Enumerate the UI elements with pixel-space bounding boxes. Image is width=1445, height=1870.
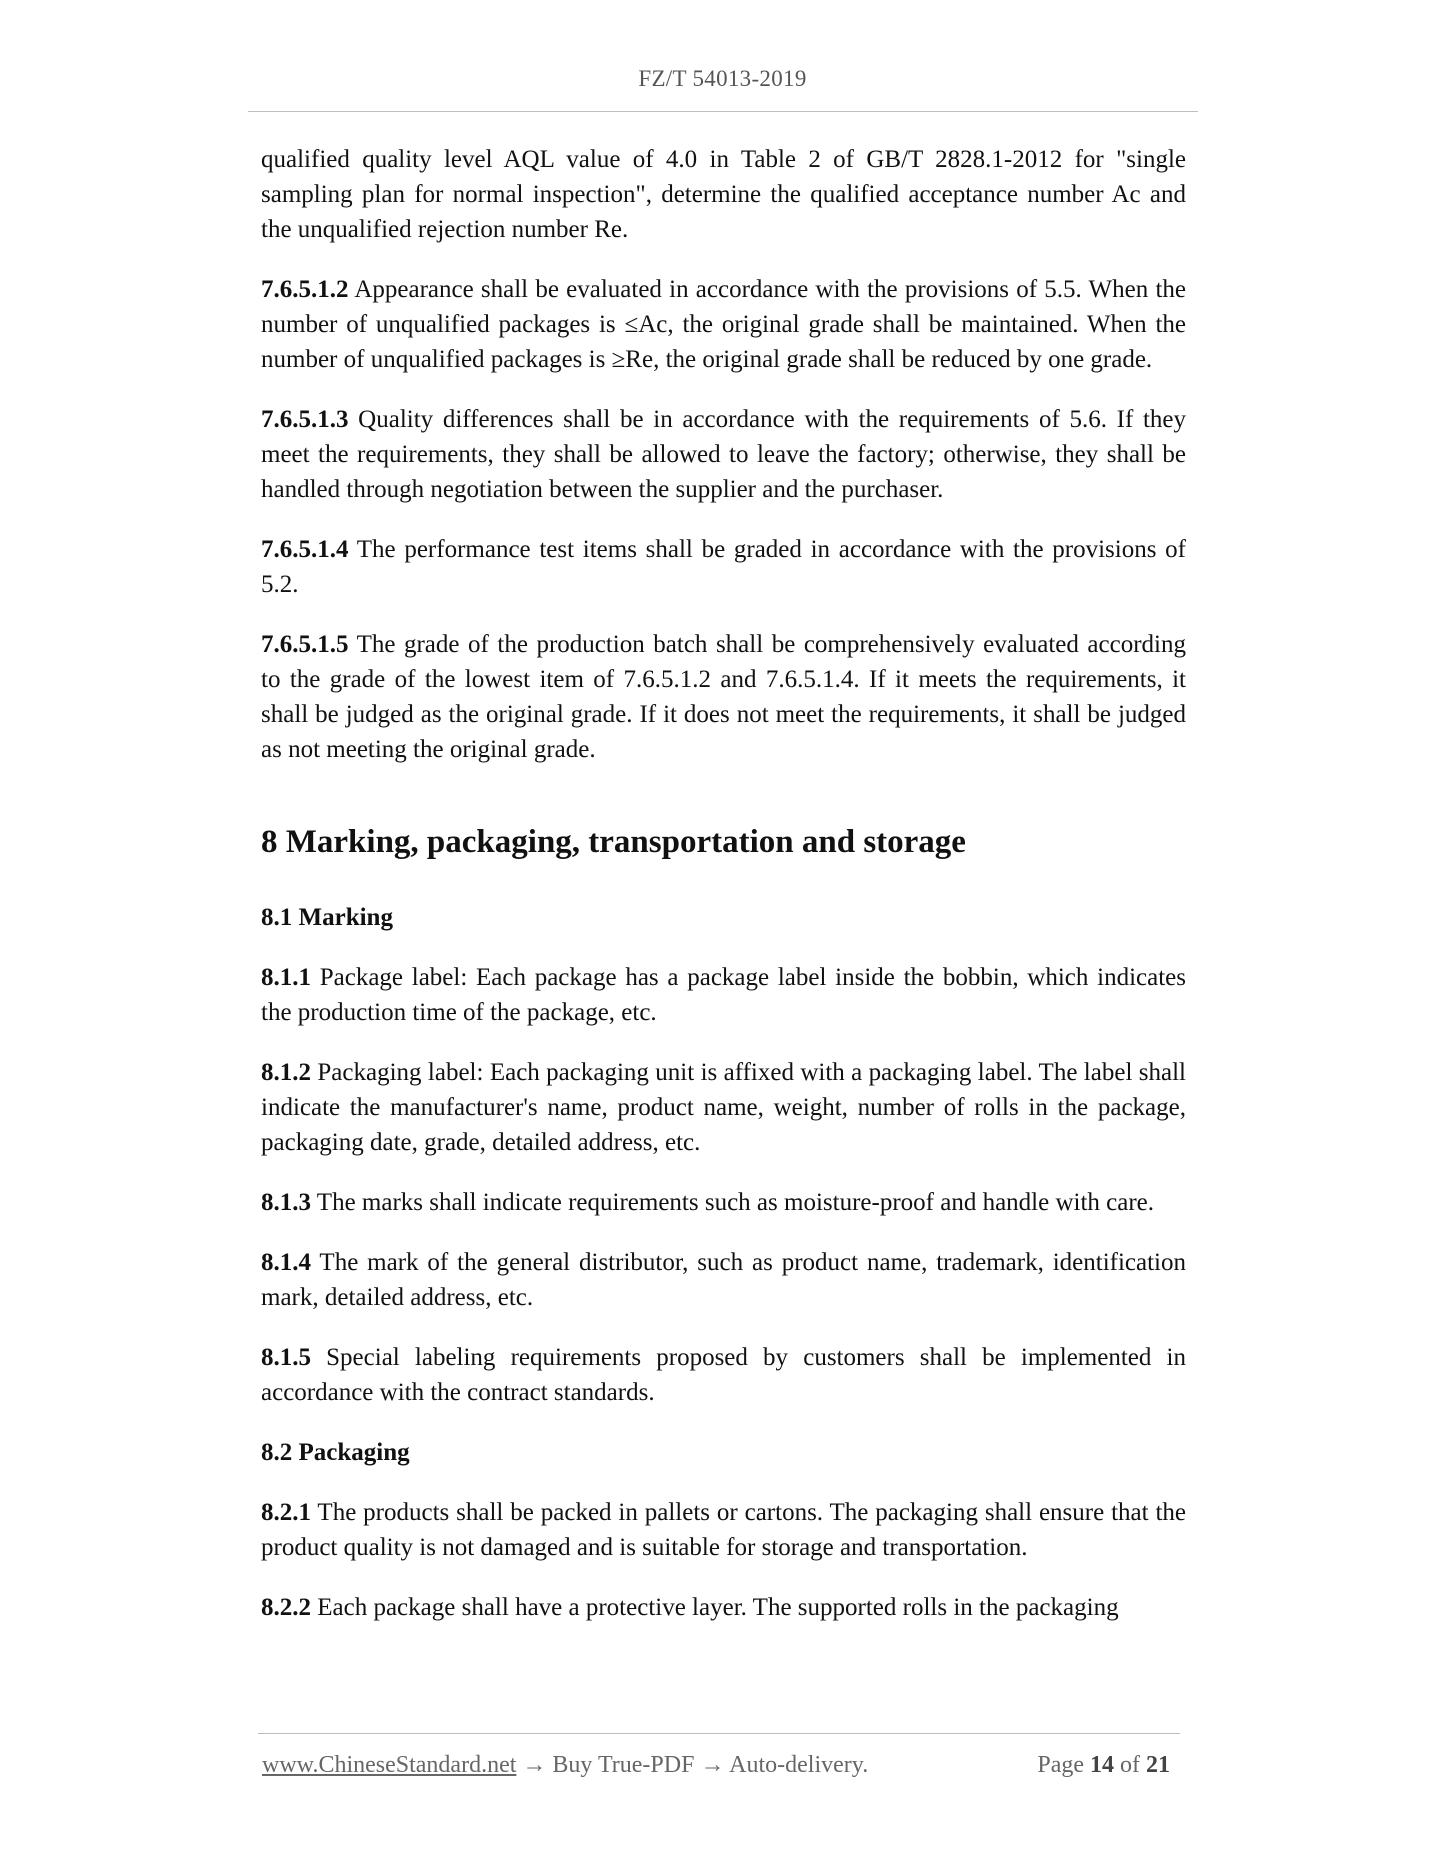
clause-8-2-2: 8.2.2 Each package shall have a protective layer. The supported rolls in the packaging <box>261 1594 1119 1621</box>
clause-number: 7.6.5.1.4 <box>261 536 349 563</box>
clause-8-1-2: 8.1.2 Packaging label: Each packaging unit is affixed with a packaging label. The label shall indicate the manufacturer's name, product name, weight, number of rolls in the package, packaging date, grade, detailed address, etc. <box>261 1059 1186 1156</box>
clause-number: 8.1.4 <box>261 1249 311 1276</box>
clause-number: 7.6.5.1.5 <box>261 631 349 658</box>
clause-number: 8.1.5 <box>261 1344 311 1371</box>
clause-7-6-5-1-4: 7.6.5.1.4 The performance test items shall be graded in accordance with the provisions of 5.2. <box>261 536 1186 598</box>
clause-8-1-3: 8.1.3 The marks shall indicate requirements such as moisture-proof and handle with care. <box>261 1189 1155 1216</box>
section-8-1-heading: 8.1 Marking <box>261 904 393 931</box>
total-pages: 21 <box>1146 1752 1170 1778</box>
clause-number: 8.2.1 <box>261 1499 311 1526</box>
clause-number: 8.2.2 <box>261 1594 311 1621</box>
current-page: 14 <box>1090 1752 1114 1778</box>
clause-number: 7.6.5.1.3 <box>261 406 349 433</box>
buy-true-pdf-text: Buy True-PDF <box>552 1752 695 1778</box>
header-divider <box>248 111 1198 112</box>
clause-8-2-1: 8.2.1 The products shall be packed in pallets or cartons. The packaging shall ensure that the product quality is not damaged and is suitable for storage and transportation. <box>261 1499 1186 1561</box>
auto-delivery-text: Auto-delivery. <box>729 1752 869 1778</box>
clause-7-6-5-1-5: 7.6.5.1.5 The grade of the production batch shall be comprehensively evaluated according to the grade of the lowest item of 7.6.5.1.2 and 7.6.5.1.4. If it meets the requirements, it shall be judged as the original grade. If it does not meet the requirements, it shall be judged as not meeting the original grade. <box>261 631 1186 763</box>
clause-7-6-5-1-2: 7.6.5.1.2 Appearance shall be evaluated in accordance with the provisions of 5.5. When the number of unqualified packages is ≤Ac, the original grade shall be maintained. When the number of unqualified packages is ≥Re, the original grade shall be reduced by one grade. <box>261 276 1186 373</box>
footer-promo <box>262 1752 868 1779</box>
document-header: FZ/T 54013-2019 <box>638 66 807 91</box>
clause-number: 7.6.5.1.2 <box>261 276 349 303</box>
clause-number: 8.1.3 <box>261 1189 311 1216</box>
clause-8-1-1: 8.1.1 Package label: Each package has a package label inside the bobbin, which indicates the production time of the package, etc. <box>261 964 1186 1026</box>
arrow-icon: → <box>694 1752 730 1778</box>
clause-number: 8.1.1 <box>261 964 311 991</box>
footer-divider <box>258 1733 1180 1734</box>
clause-7-6-5-1-3: 7.6.5.1.3 Quality differences shall be in accordance with the requirements of 5.6. If they meet the requirements, they shall be allowed to leave the factory; otherwise, they shall be handled through negotiation between the supplier and the purchaser. <box>261 406 1186 503</box>
paragraph-continued: qualified quality level AQL value of 4.0 in Table 2 of GB/T 2828.1-2012 for "single sampling plan for normal inspection", determine the qualified acceptance number Ac and the unqualified rejection number Re. <box>261 146 1186 243</box>
section-8-2-heading: 8.2 Packaging <box>261 1439 410 1466</box>
clause-8-1-4: 8.1.4 The mark of the general distributor, such as product name, trademark, identification mark, detailed address, etc. <box>261 1249 1186 1311</box>
section-8-heading: 8 Marking, packaging, transportation and storage <box>261 824 966 860</box>
clause-8-1-5: 8.1.5 Special labeling requirements proposed by customers shall be implemented in accordance with the contract standards. <box>261 1344 1186 1406</box>
page-indicator: Page 14 of 21 <box>1037 1752 1170 1778</box>
arrow-icon: → <box>516 1752 553 1778</box>
clause-number: 8.1.2 <box>261 1059 311 1086</box>
document-body <box>261 142 1186 1650</box>
site-link[interactable]: www.ChineseStandard.net <box>262 1752 517 1778</box>
